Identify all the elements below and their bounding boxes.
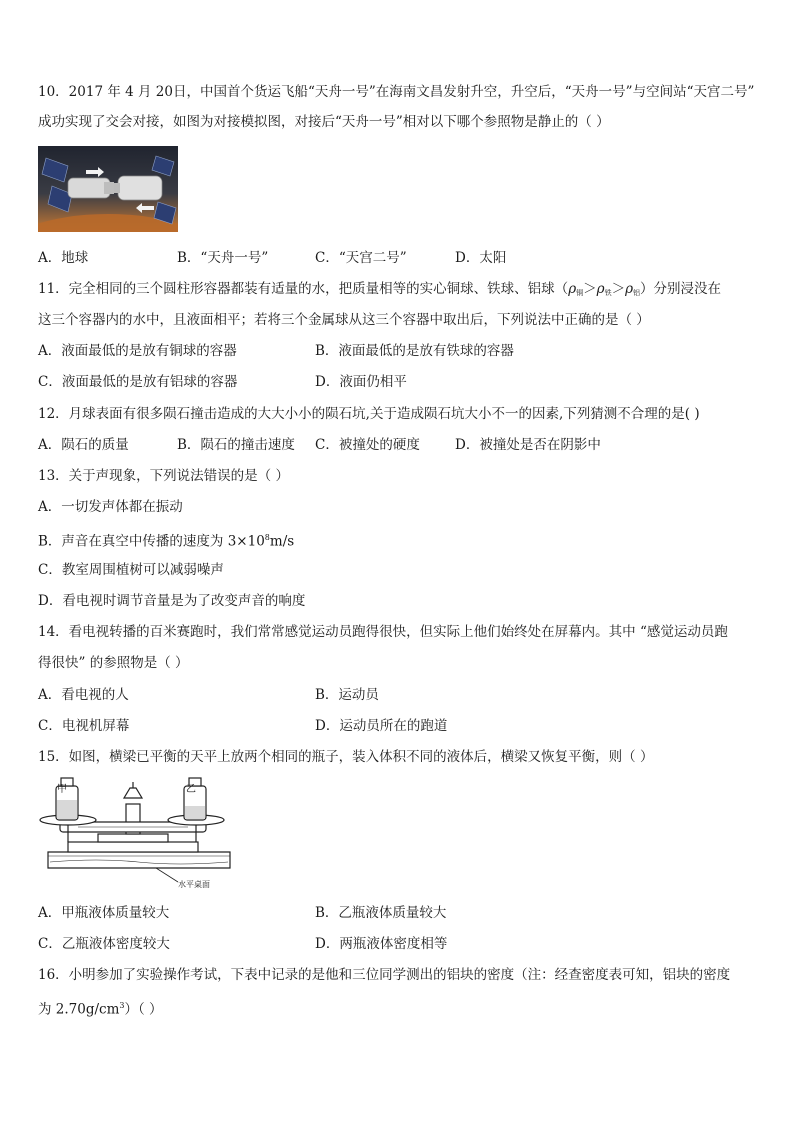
- q15-option-d: D．两瓶液体密度相等: [315, 936, 448, 952]
- q11-option-d: D．液面仍相平: [315, 374, 407, 390]
- q14-option-c: C．电视机屏幕: [38, 718, 130, 734]
- q12-stem-line1: 12．月球表面有很多陨石撞击造成的大大小小的陨石坑,关于造成陨石坑大小不一的因素,下列猜测不合理的是( ): [38, 406, 700, 422]
- q12-option-b: B．陨石的撞击速度: [177, 437, 295, 453]
- q13-option-d: D．看电视时调节音量是为了改变声音的响度: [38, 593, 306, 609]
- bottle-jia-label: 甲: [57, 784, 67, 795]
- q10-option-c: C．“天宫二号”: [315, 250, 407, 266]
- q15-option-c: C．乙瓶液体密度较大: [38, 936, 170, 952]
- q10-option-b: B．“天舟一号”: [177, 250, 269, 266]
- q10-option-d: D．太阳: [455, 250, 507, 266]
- q12-option-c: C．被撞处的硬度: [315, 437, 420, 453]
- bottle-yi-label: 乙: [186, 784, 196, 795]
- q15-option-a: A．甲瓶液体质量较大: [38, 905, 170, 921]
- q15-balance-figure: [38, 774, 238, 896]
- q12-option-d: D．被撞处是否在阴影中: [455, 437, 601, 453]
- q10-docking-image: [38, 146, 178, 232]
- q11-stem-line1: 11．完全相同的三个圆柱形容器都装有适量的水，把质量相等的实心铜球、铁球、铝球$(\rho_铜>\rho_铁>\rho_铝)$分别浸没在: [38, 281, 721, 297]
- q14-option-d: D．运动员所在的跑道: [315, 718, 448, 734]
- q16-stem-line2: 为 $2.70g/cm^3$）（ ）: [38, 1001, 163, 1018]
- q16-stem-line1: 16．小明参加了实验操作考试，下表中记录的是他和三位同学测出的铝块的密度（注：经查密度表可知，铝块的密度: [38, 967, 731, 983]
- q10-stem-line1: 10．2017 年 4 月 20日，中国首个货运飞船“天舟一号”在海南文昌发射升空，升空后，“天舟一号”与空间站“天宫二号”: [38, 84, 755, 100]
- q13-stem-line1: 13．关于声现象，下列说法错误的是（ ）: [38, 468, 289, 484]
- q14-option-b: B．运动员: [315, 687, 379, 703]
- q13-option-c: C．教室周围植树可以减弱噪声: [38, 562, 224, 578]
- q13-option-a: A．一切发声体都在振动: [38, 499, 183, 515]
- q11-option-c: C．液面最低的是放有铝球的容器: [38, 374, 238, 390]
- q14-stem-line1: 14．看电视转播的百米赛跑时，我们常常感觉运动员跑得很快，但实际上他们始终处在屏幕内。其中 “感觉运动员跑: [38, 624, 728, 640]
- desk-label: 水平桌面: [178, 880, 210, 889]
- q15-stem-line1: 15．如图，横梁已平衡的天平上放两个相同的瓶子，装入体积不同的液体后，横梁又恢复平衡，则（ ）: [38, 749, 654, 765]
- q13-option-b: B．声音在真空中传播的速度为 $3\times 10^8m/s$: [38, 533, 295, 550]
- q12-option-a: A．陨石的质量: [38, 437, 129, 453]
- q15-option-b: B．乙瓶液体质量较大: [315, 905, 447, 921]
- q14-option-a: A．看电视的人: [38, 687, 129, 703]
- q11-option-a: A．液面最低的是放有铜球的容器: [38, 343, 237, 359]
- q14-stem-line2: 得很快” 的参照物是（ ）: [38, 655, 189, 671]
- q10-option-a: A．地球: [38, 250, 89, 266]
- q11-stem-line2: 这三个容器内的水中，且液面相平；若将三个金属球从这三个容器中取出后，下列说法中正确的是（ ）: [38, 312, 650, 328]
- q10-stem-line2: 成功实现了交会对接，如图为对接模拟图，对接后“天舟一号”相对以下哪个参照物是静止的（ ）: [38, 114, 610, 130]
- q11-option-b: B．液面最低的是放有铁球的容器: [315, 343, 514, 359]
